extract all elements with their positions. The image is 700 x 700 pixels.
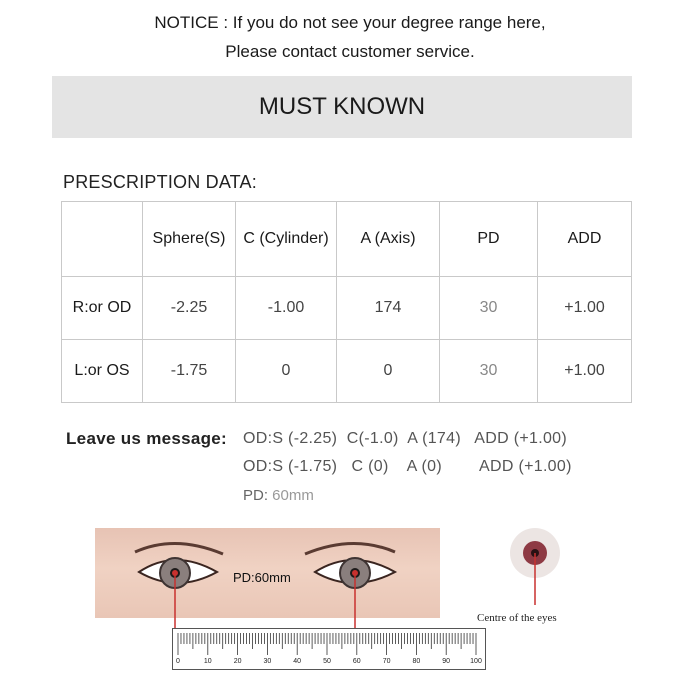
eye-diagram-pupil <box>531 549 539 557</box>
ruler-tick-label: 30 <box>263 658 272 665</box>
left-add: +1.00 <box>538 340 632 403</box>
table-header-row <box>62 202 632 277</box>
banner-title: MUST KNOWN <box>258 93 426 120</box>
ruler-tick-label: 10 <box>203 658 212 665</box>
notice-line-2: Please contact customer service. <box>225 42 475 61</box>
left-eyebrow <box>135 543 223 554</box>
header-pd: PD <box>440 202 538 277</box>
ruler-tick-label: 60 <box>352 658 361 665</box>
right-eyebrow <box>305 543 395 554</box>
eye-diagram-sclera <box>510 528 560 578</box>
right-pd: 30 <box>440 277 538 340</box>
header-sphere: Sphere(S) <box>143 202 236 277</box>
eye-diagram-iris <box>523 541 547 565</box>
right-axis: 174 <box>337 277 440 340</box>
left-axis: 0 <box>337 340 440 403</box>
right-cylinder: -1.00 <box>236 277 337 340</box>
prescription-table <box>61 201 632 403</box>
message-pd-value: 60mm <box>268 487 314 504</box>
message-pd-label: PD: <box>243 487 269 504</box>
ruler-tick-label: 50 <box>323 658 331 665</box>
right-add: +1.00 <box>538 277 632 340</box>
header-axis: A (Axis) <box>337 202 440 277</box>
centre-of-eyes-label: Centre of the eyes <box>477 612 557 624</box>
ruler-tick-label: 20 <box>233 658 242 665</box>
left-pd: 30 <box>440 340 538 403</box>
must-known-banner <box>52 76 632 138</box>
right-sphere: -2.25 <box>143 277 236 340</box>
left-cylinder: 0 <box>236 340 337 403</box>
row-label-right: R:or OD <box>62 277 143 340</box>
notice-line-1: NOTICE : If you do not see your degree range here, <box>154 13 546 32</box>
left-sphere: -1.75 <box>143 340 236 403</box>
ruler-tick-label: 0 <box>176 658 180 665</box>
header-cylinder: C (Cylinder) <box>236 202 337 277</box>
ruler-tick-label: 90 <box>442 658 451 665</box>
header-blank <box>62 202 143 277</box>
right-pupil <box>350 568 360 578</box>
ruler-tick-label: 70 <box>382 658 391 665</box>
ruler-tick-label: 100 <box>470 658 482 665</box>
ruler-tick-label: 80 <box>412 658 421 665</box>
row-label-left: L:or OS <box>62 340 143 403</box>
prescription-title: PRESCRIPTION DATA: <box>63 172 257 192</box>
message-label: Leave us message: <box>66 429 228 448</box>
table-row <box>62 277 632 340</box>
header-add: ADD <box>538 202 632 277</box>
message-line-1: OD:S (-2.25) C(-1.0) A (174) ADD (+1.00) <box>243 430 567 447</box>
ruler-tick-label: 40 <box>293 658 302 665</box>
eye-pd-label: PD:60mm <box>233 570 291 585</box>
left-pupil <box>170 568 180 578</box>
table-row <box>62 340 632 403</box>
ruler-ticks <box>173 629 485 659</box>
pd-ruler <box>172 628 486 670</box>
message-pd <box>243 487 314 504</box>
message-line-2: OD:S (-1.75) C (0) A (0) ADD (+1.00) <box>243 458 572 475</box>
